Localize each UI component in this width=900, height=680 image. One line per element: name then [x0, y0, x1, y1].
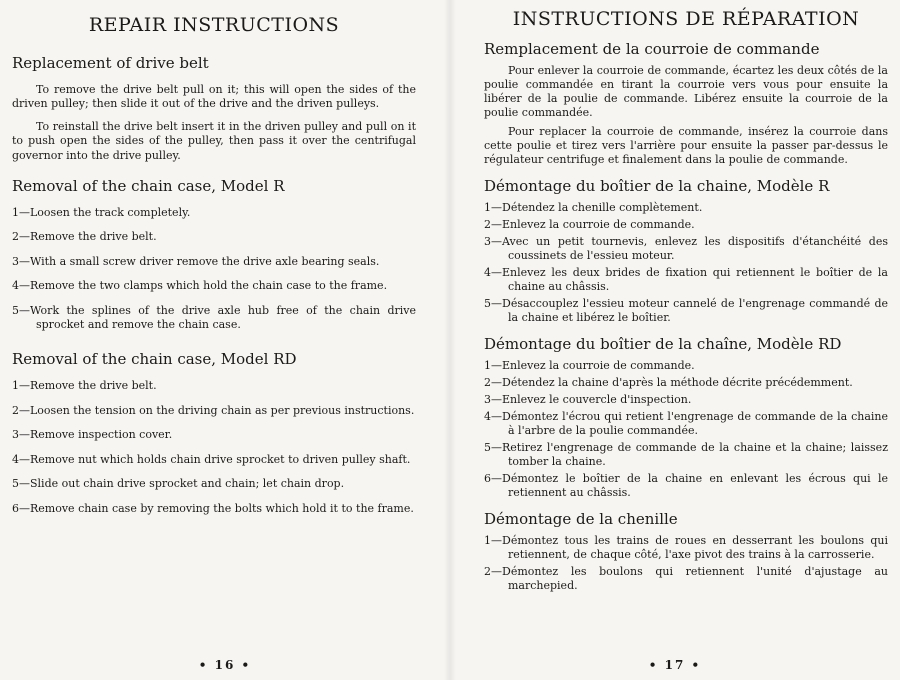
list-item: 6—Remove chain case by removing the bolts which hold it to the frame. [12, 501, 414, 515]
list-item: 2—Loosen the tension on the driving chain as per previous instructions. [12, 403, 415, 417]
section-heading: Removal of the chain case, Model R [12, 177, 285, 196]
step-list [12, 206, 416, 332]
page-title: REPAIR INSTRUCTIONS [88, 14, 340, 36]
list-item: 4—Remove nut which holds chain drive sprocket to driven pulley shaft. [12, 452, 411, 466]
section-demontage-chenille [484, 510, 888, 593]
list-item: 5—Slide out chain drive sprocket and chain; let chain drop. [12, 477, 345, 491]
section-remplacement-courroie [484, 40, 888, 167]
list-item: 3—Remove inspection cover. [12, 428, 173, 442]
section-heading: Replacement of drive belt [12, 54, 209, 72]
paragraph: To reinstall the drive belt insert it in the driven pulley and pull on it to push open the sides of the pulley, then pass it over the centrifugal governor into the drive pulley. [12, 119, 416, 162]
list-item: 1—Détendez la chenille complètement. [484, 201, 703, 214]
step-list [484, 359, 888, 500]
list-item: 5—Désaccouplez l'essieu moteur cannelé de l'engrenage commandé de la chaine et libérez le boîtier. [484, 297, 888, 324]
section-heading: Removal of the chain case, Model RD [12, 350, 297, 369]
section-demontage-boitier-r [484, 177, 888, 325]
section-removal-chain-case-rd [12, 350, 416, 515]
right-page [450, 0, 900, 680]
list-item: 2—Enlevez la courroie de commande. [484, 218, 695, 231]
section-demontage-boitier-rd [484, 335, 888, 500]
page-number: • 16 • [198, 658, 252, 672]
page-title: INSTRUCTIONS DE RÉPARATION [512, 8, 860, 30]
section-replacement-drive-belt [12, 54, 416, 163]
section-heading: Remplacement de la courroie de commande [484, 40, 820, 58]
list-item: 3—Enlevez le couvercle d'inspection. [484, 393, 692, 406]
list-item: 2—Démontez les boulons qui retiennent l'unité d'ajustage au marchepied. [484, 565, 888, 592]
section-heading: Démontage du boîtier de la chaine, Modèle R [484, 177, 830, 195]
paragraph: Pour enlever la courroie de commande, écartez les deux côtés de la poulie commandée en tirant la courroie vers vous pour ensuite la libérer de la poulie de commande. Libérez ensuite la courroie de la poulie commandée. [484, 64, 888, 119]
list-item: 1—Enlevez la courroie de commande. [484, 359, 695, 372]
list-item: 3—With a small screw driver remove the drive axle bearing seals. [12, 254, 380, 268]
list-item: 2—Remove the drive belt. [12, 230, 157, 244]
list-item: 1—Démontez tous les trains de roues en desserrant les boulons qui retiennent, de chaque côté, l'axe pivot des trains à la carrosserie. [484, 534, 888, 561]
paragraph: To remove the drive belt pull on it; this will open the sides of the driven pulley; then slide it out of the drive and the driven pulleys. [12, 83, 416, 111]
list-item: 1—Remove the drive belt. [12, 379, 157, 393]
list-item: 1—Loosen the track completely. [12, 206, 191, 220]
list-item: 3—Avec un petit tournevis, enlevez les dispositifs d'étanchéité des coussinets de l'essieu moteur. [484, 235, 888, 262]
page-number: • 17 • [648, 658, 702, 672]
section-heading: Démontage du boîtier de la chaîne, Modèle RD [484, 335, 842, 353]
list-item: 5—Work the splines of the drive axle hub free of the chain drive sprocket and remove the chain case. [12, 303, 416, 332]
list-item: 4—Remove the two clamps which hold the chain case to the frame. [12, 279, 388, 293]
section-heading: Démontage de la chenille [484, 510, 678, 528]
step-list [484, 201, 888, 325]
list-item: 4—Démontez l'écrou qui retient l'engrenage de commande de la chaine à l'arbre de la poulie commandée. [484, 410, 888, 437]
list-item: 6—Démontez le boîtier de la chaine en enlevant les écrous qui le retiennent au châssis. [484, 472, 888, 499]
step-list [12, 379, 416, 515]
paragraph: Pour replacer la courroie de commande, insérez la courroie dans cette poulie et tirez vers l'arrière pour ensuite la passer par-dessus le régulateur centrifuge et finalement dans la poulie de commande. [484, 125, 888, 166]
step-list [484, 534, 888, 593]
list-item: 2—Détendez la chaine d'après la méthode décrite précédemment. [484, 376, 853, 389]
list-item: 4—Enlevez les deux brides de fixation qui retiennent le boîtier de la chaine au châssis. [484, 266, 888, 293]
list-item: 5—Retirez l'engrenage de commande de la chaine et la chaine; laissez tomber la chaine. [484, 441, 888, 468]
section-removal-chain-case-r [12, 177, 416, 332]
